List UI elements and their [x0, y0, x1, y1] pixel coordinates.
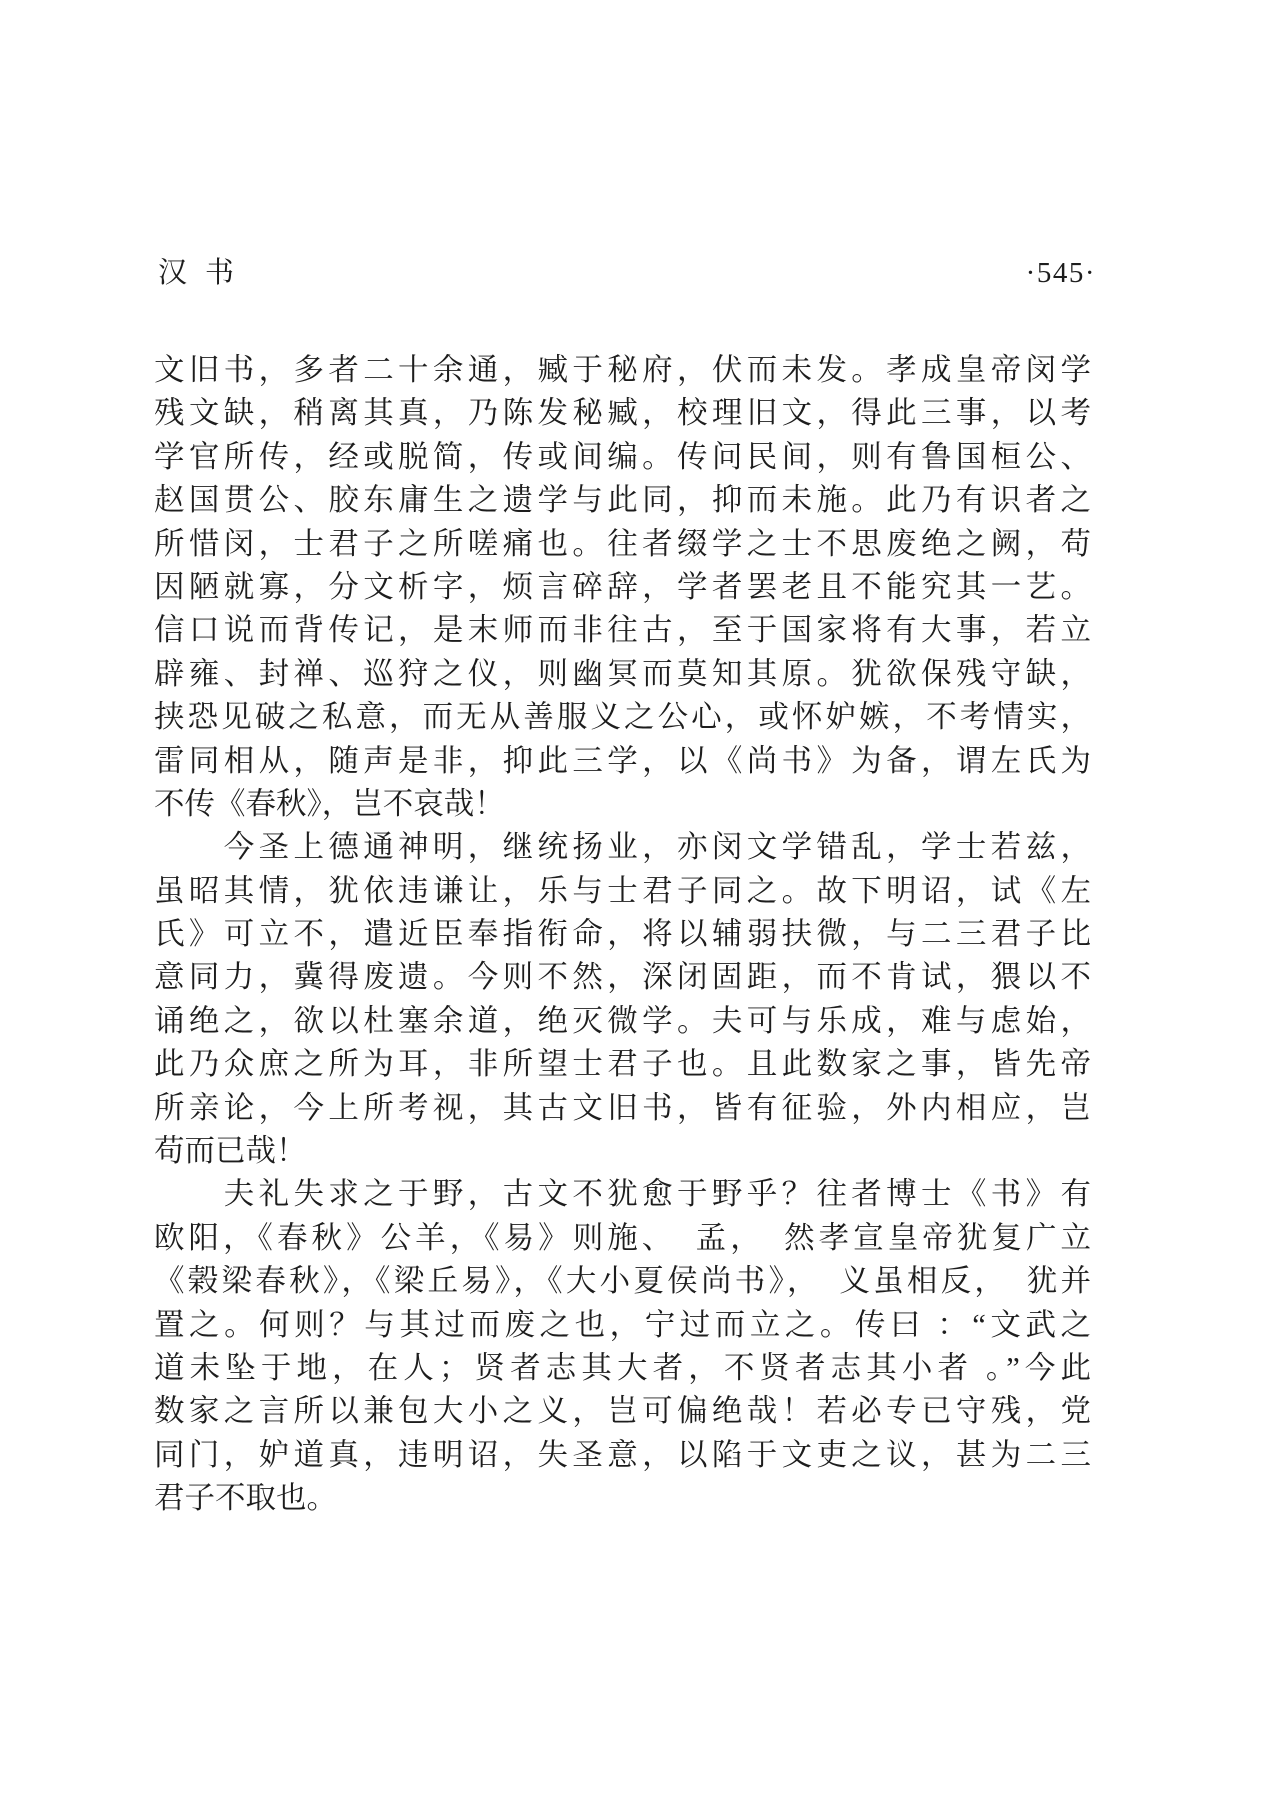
- text-line: 虽昭其情，犹依违谦让，乐与士君子同之。故下明诏，试《左: [154, 873, 1091, 908]
- text-line: 辟雍、封禅、巡狩之仪，则幽冥而莫知其原。犹欲保残守缺，: [154, 656, 1091, 691]
- text-line: 君子不取也。: [154, 1481, 337, 1516]
- text-line: 学官所传，经或脱简，传或间编。传问民间，则有鲁国桓公、: [154, 439, 1091, 474]
- text-line: 《榖梁春秋》，《梁丘易》，《大小夏侯尚书》， 义虽相反， 犹并: [154, 1264, 1091, 1299]
- text-line: 不传《春秋》，岂不哀哉！: [154, 786, 505, 821]
- text-line: 信口说而背传记，是末师而非往古，至于国家将有大事，若立: [154, 613, 1091, 648]
- text-line: 挟恐见破之私意，而无从善服义之公心，或怀妒嫉，不考情实，: [154, 700, 1091, 735]
- text-line: 夫礼失求之于野，古文不犹愈于野乎？往者博士《书》有: [154, 1177, 1091, 1212]
- text-line: 残文缺，稍离其真，乃陈发秘臧，校理旧文，得此三事，以考: [154, 396, 1091, 431]
- page-number: ·545·: [1025, 257, 1096, 289]
- text-body: [154, 349, 1091, 1521]
- text-line: 所亲论，今上所考视，其古文旧书，皆有征验，外内相应，岂: [154, 1090, 1091, 1125]
- text-line: 今圣上德通神明，继统扬业，亦闵文学错乱，学士若兹，: [154, 830, 1091, 865]
- text-line: 数家之言所以兼包大小之义，岂可偏绝哉！若必专已守残，党: [154, 1394, 1091, 1429]
- page-header: [158, 256, 1096, 290]
- text-line: 氏》可立不，遣近臣奉指衔命，将以辅弱扶微，与二三君子比: [154, 917, 1091, 952]
- text-line: 置之。何则？与其过而废之也，宁过而立之。传曰 ：“文武之: [154, 1307, 1091, 1342]
- text-line: 同门，妒道真，违明诏，失圣意，以陷于文吏之议，甚为二三: [154, 1437, 1091, 1472]
- text-line: 意同力，冀得废遗。今则不然，深闭固距，而不肯试，猥以不: [154, 960, 1091, 995]
- book-title: 汉书: [158, 257, 252, 289]
- text-line: 雷同相从，随声是非，抑此三学，以《尚书》为备，谓左氏为: [154, 743, 1091, 778]
- text-line: 道未坠于地，在人；贤者志其大者，不贤者志其小者 。”今此: [154, 1350, 1091, 1385]
- text-line: 苟而已哉！: [154, 1134, 307, 1169]
- text-line: 诵绝之，欲以杜塞余道，绝灭微学。夫可与乐成，难与虑始，: [154, 1003, 1091, 1038]
- text-line: 因陋就寡，分文析字，烦言碎辞，学者罢老且不能究其一艺。: [154, 569, 1091, 604]
- text-line: 文旧书，多者二十余通，臧于秘府，伏而未发。孝成皇帝闵学: [154, 353, 1091, 387]
- text-line: 赵国贯公、胶东庸生之遗学与此同，抑而未施。此乃有识者之: [154, 483, 1091, 518]
- text-line: 此乃众庶之所为耳，非所望士君子也。且此数家之事，皆先帝: [154, 1047, 1091, 1082]
- text-line: 欧阳，《春秋》公羊，《易》则施、 孟， 然孝宣皇帝犹复广立: [154, 1220, 1091, 1255]
- text-line: 所惜闵，士君子之所嗟痛也。往者缀学之士不思废绝之阙，苟: [154, 526, 1091, 561]
